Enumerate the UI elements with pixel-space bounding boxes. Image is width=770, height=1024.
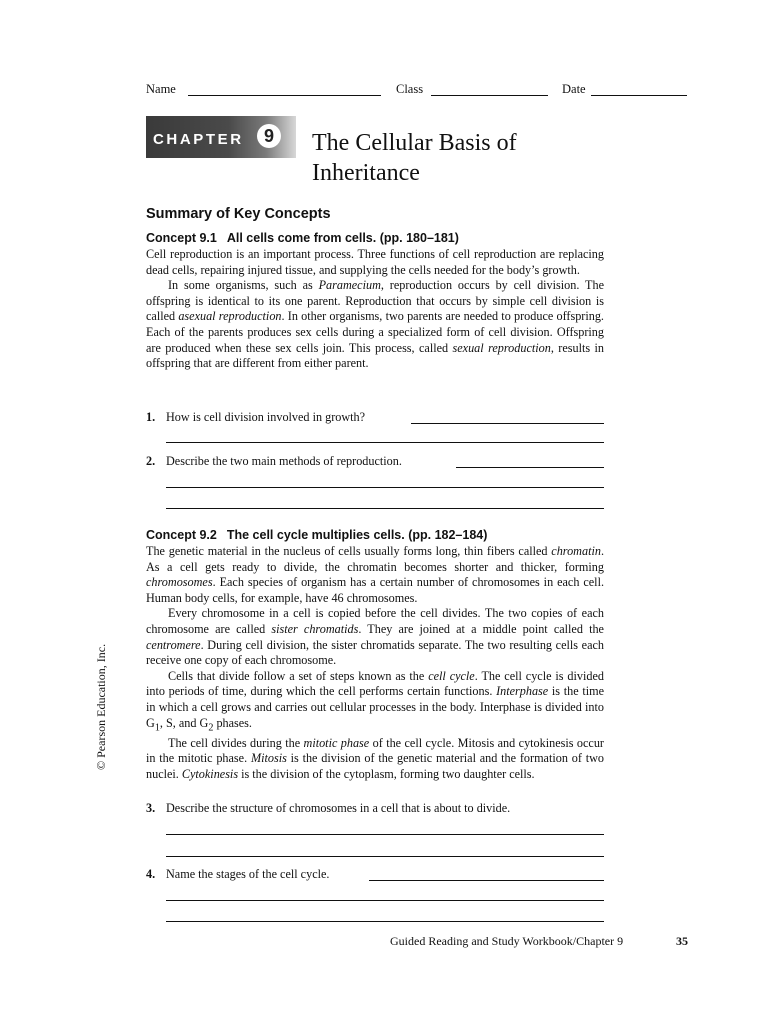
name-label: Name	[146, 82, 176, 96]
date-field[interactable]	[591, 95, 687, 96]
concept-2-paragraph-4: The cell divides during the mitotic phase of the cell cycle. Mitosis and cytokinesis occur in the mitotic phase. Mitosis is the division of the genetic material and the formation of two nuclei. Cytokinesis is the division of the cytoplasm, forming two daughter cells.	[146, 735, 604, 781]
class-field[interactable]	[431, 95, 548, 96]
concept-2-paragraph-2: Every chromosome in a cell is copied before the cell divides. The two copies of each chromosome are called sister chromatids. They are joined at a middle point called the centromere. During cell division, the sister chromatids separate. The two resulting cells each receive one copy of each chromosome.	[146, 606, 604, 668]
question-1-number: 1.	[146, 410, 156, 424]
answer-2-line-1[interactable]	[456, 467, 604, 468]
chapter-title	[312, 128, 517, 188]
concept-1-paragraph-2: In some organisms, such as Paramecium, reproduction occurs by cell division. The offspring is identical to its one parent. Reproduction that occurs by simple cell division is called asexual reproduction. In other organisms, two parents are needed to produce offspring. Each of the parents produces sex cells during a specialized form of cell division. Offspring are produced when these sex cells join. This process, called sexual reproduction, results in offspring that are different from either parent.	[146, 278, 605, 371]
question-2-number: 2.	[146, 454, 156, 468]
concept-1-text	[146, 247, 604, 372]
question-1-text: How is cell division involved in growth?	[166, 410, 366, 424]
question-3	[146, 801, 510, 816]
concept-1-heading	[146, 231, 459, 245]
answer-4-line-2[interactable]	[166, 900, 604, 901]
question-4-number: 4.	[146, 867, 156, 881]
question-1	[146, 410, 365, 425]
chapter-title-line1: The Cellular Basis of	[312, 130, 517, 156]
chapter-number: 9	[257, 124, 281, 148]
concept-2-paragraph-1: The genetic material in the nucleus of cells usually forms long, thin fibers called chromatin. As a cell gets ready to divide, the chromatin becomes shorter and thicker, forming chromosomes. Each species of organism has a certain number of chromosomes in each cell. Human body cells, for example, have 46 chromosomes.	[146, 544, 604, 605]
summary-heading: Summary of Key Concepts	[146, 206, 331, 222]
concept-2-text	[146, 544, 604, 782]
question-2	[146, 454, 402, 469]
concept-2-title: The cell cycle multiplies cells. (pp. 182–184)	[226, 528, 488, 542]
answer-2-line-3[interactable]	[166, 508, 604, 509]
copyright-notice: © Pearson Education, Inc.	[94, 643, 108, 770]
answer-4-line-3[interactable]	[166, 921, 604, 922]
footer-text: Guided Reading and Study Workbook/Chapter 9	[390, 934, 624, 948]
question-3-number: 3.	[146, 801, 156, 815]
answer-1-line-2[interactable]	[166, 442, 604, 443]
concept-1-label: Concept 9.1	[146, 231, 217, 245]
question-4	[146, 867, 329, 882]
concept-2-paragraph-3: Cells that divide follow a set of steps known as the cell cycle. The cell cycle is divided into periods of time, during which the cell performs certain functions. Interphase is the time in which a cell grows and carries out cellular processes in the body. Interphase is divided into $G_1$, S, and $G_2$ phases.	[146, 668, 604, 733]
concept-1-paragraph-1: Cell reproduction is an important process. Three functions of cell reproduction are replacing dead cells, repairing injured tissue, and supplying the cells needed for the body’s growth.	[146, 247, 604, 277]
chapter-title-line2: Inheritance	[312, 160, 420, 186]
date-label: Date	[562, 82, 586, 96]
question-3-text: Describe the structure of chromosomes in a cell that is about to divide.	[166, 801, 511, 815]
chapter-word: CHAPTER	[153, 131, 244, 148]
answer-1-line-1[interactable]	[411, 423, 604, 424]
concept-2-heading	[146, 528, 487, 542]
name-field[interactable]	[188, 95, 381, 96]
answer-3-line-2[interactable]	[166, 856, 604, 857]
question-2-text: Describe the two main methods of reproduction.	[166, 454, 402, 468]
page-number: 35	[676, 934, 688, 948]
class-label: Class	[396, 82, 424, 96]
question-4-text: Name the stages of the cell cycle.	[166, 867, 330, 881]
answer-3-line-1[interactable]	[166, 834, 604, 835]
answer-4-line-1[interactable]	[369, 880, 604, 881]
answer-2-line-2[interactable]	[166, 487, 604, 488]
concept-1-title: All cells come from cells. (pp. 180–181)	[226, 231, 459, 245]
concept-2-label: Concept 9.2	[146, 528, 217, 542]
